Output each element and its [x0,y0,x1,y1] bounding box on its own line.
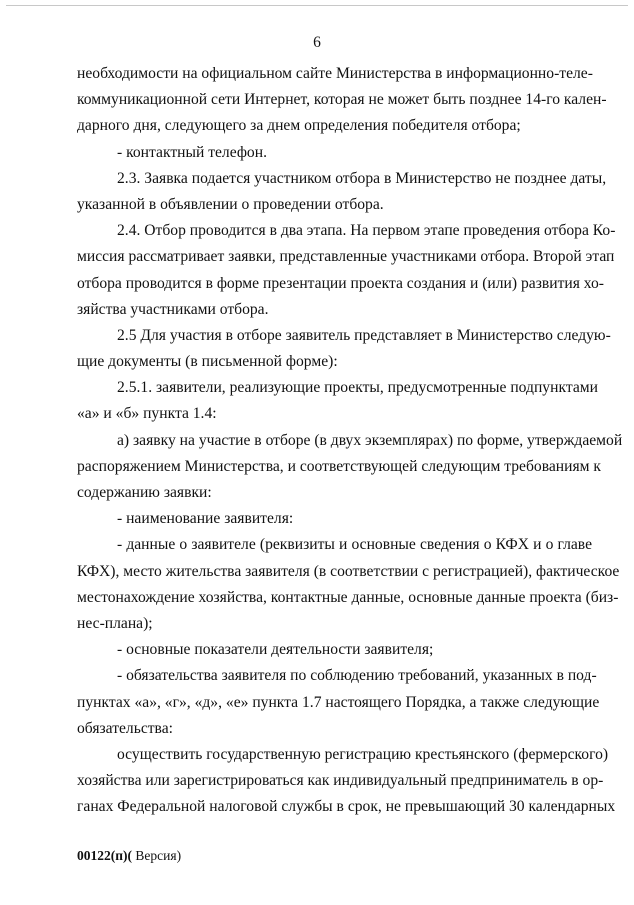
text-line: - основные показатели деятельности заявителя; [117,641,434,659]
footer-code: 00122(п)( [77,848,133,863]
footer-version: Версия) [132,848,182,863]
text-line: ганах Федеральной налоговой службы в срок, не превышающий 30 календарных [77,798,616,816]
text-line: - обязательства заявителя по соблюдению требований, указанных в под- [117,667,597,685]
text-line: 2.3. Заявка подается участником отбора в Министерство не позднее даты, [117,169,607,187]
text-line: а) заявку на участие в отборе (в двух экземплярах) по форме, утверждаемой [117,431,623,449]
text-line: осуществить государственную регистрацию крестьянского (фермерского) [117,745,609,763]
text-line: содержанию заявки: [77,484,212,501]
text-line: хозяйства или зарегистрироваться как индивидуальный предприниматель в ор- [77,772,604,790]
text-line: 2.5.1. заявители, реализующие проекты, предусмотренные подпунктами [117,379,598,397]
text-line: - наименование заявителя: [117,510,294,528]
text-line: 2.4. Отбор проводится в два этапа. На первом этапе проведения отбора Ко- [117,222,616,240]
text-line: - контактный телефон. [117,143,267,161]
text-line: зяйства участниками отбора. [77,300,269,318]
text-line: местонахождение хозяйства, контактные данные, основные данные проекта (биз- [77,588,619,606]
text-line: необходимости на официальном сайте Министерства в информационно-теле- [77,65,593,82]
text-line: дарного дня, следующего за днем определения победителя отбора; [77,117,521,135]
text-line: 2.5 Для участия в отборе заявитель представляет в Министерство следую- [117,326,611,344]
text-line: распоряжением Министерства, и соответствующей следующим требованиям к [77,457,601,475]
text-line: нес-плана); [77,614,153,632]
text-line: - данные о заявителе (реквизиты и основные сведения о КФХ и о главе [117,536,592,554]
text-line: отбора проводится в форме презентации проекта создания и (или) развития хо- [77,274,604,292]
text-line: обязательства: [77,719,173,737]
text-line: коммуникационной сети Интернет, которая не может быть позднее 14-го кален- [77,91,607,109]
text-line: указанной в объявлении о проведении отбора. [77,195,384,213]
document-body [77,61,623,820]
footer-document-code [77,848,181,864]
text-line: КФХ), место жительства заявителя (в соответствии с регистрацией), фактическое [77,562,620,580]
scan-edge-line [6,5,628,6]
text-line: щие документы (в письменной форме): [77,353,338,371]
text-line: пунктах «а», «г», «д», «е» пункта 1.7 настоящего Порядка, а также следующие [77,693,600,711]
page-number: 6 [313,34,321,51]
text-line: миссия рассматривает заявки, представленные участниками отбора. Второй этап [77,248,615,266]
text-line: «а» и «б» пункта 1.4: [77,405,217,423]
